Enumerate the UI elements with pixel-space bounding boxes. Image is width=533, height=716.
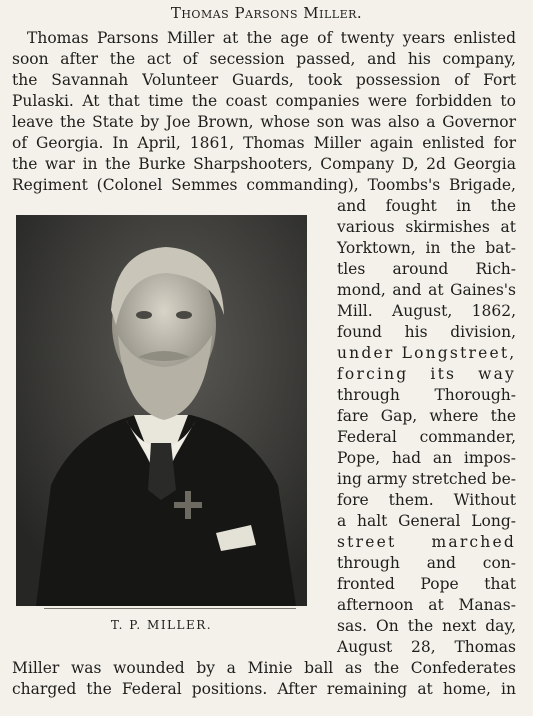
- page-heading: Thomas Parsons Miller.: [170, 4, 363, 22]
- text-line: under Longstreet,: [337, 344, 517, 362]
- text-line: ing army stretched be-: [337, 470, 516, 488]
- text-line: leave the State by Joe Brown, whose son was also a Governor: [12, 113, 516, 131]
- text-line: fore them. Without: [337, 491, 516, 509]
- text-line: charged the Federal positions. After remaining at home, in: [12, 680, 516, 698]
- text-line: afternoon at Manas-: [337, 596, 516, 614]
- text-line: Pope, had an impos-: [337, 449, 516, 467]
- text-line: soon after the act of secession passed, and his company,: [12, 50, 516, 68]
- text-line: of Georgia. In April, 1861, Thomas Miller again enlisted for: [12, 134, 516, 152]
- text-line: and fought in the: [337, 197, 516, 215]
- text-line: through and con-: [337, 554, 516, 572]
- text-line: Pulaski. At that time the coast companies were forbidden to: [12, 92, 516, 110]
- text-line: the war in the Burke Sharpshooters, Company D, 2d Georgia: [12, 155, 516, 173]
- text-line: Regiment (Colonel Semmes commanding), Toombs's Brigade,: [12, 176, 516, 194]
- text-line: the Savannah Volunteer Guards, took possession of Fort: [12, 71, 516, 89]
- text-line: fare Gap, where the: [337, 407, 516, 425]
- text-line: fronted Pope that: [337, 575, 516, 593]
- text-line: Thomas Parsons Miller at the age of twenty years enlisted: [27, 29, 516, 47]
- text-line: Mill. August, 1862,: [337, 302, 516, 320]
- text-line: August 28, Thomas: [337, 638, 516, 656]
- text-line: Miller was wounded by a Minie ball as the Confederates: [12, 659, 516, 677]
- text-line: tles around Rich-: [337, 260, 516, 278]
- text-line: mond, and at Gaines's: [337, 281, 516, 299]
- text-line: various skirmishes at: [337, 218, 516, 236]
- text-line: a halt General Long-: [337, 512, 516, 530]
- portrait-photo: [16, 215, 307, 606]
- photo-caption: T. P. MILLER.: [110, 618, 213, 632]
- text-line: Federal commander,: [337, 428, 516, 446]
- photo-divider: [44, 608, 296, 609]
- text-line: sas. On the next day,: [337, 617, 516, 635]
- text-line: Yorktown, in the bat-: [337, 239, 516, 257]
- text-line: forcing its way: [337, 365, 516, 383]
- text-line: through Thorough-: [337, 386, 516, 404]
- text-line: street marched: [337, 533, 516, 551]
- text-line: found his division,: [337, 323, 516, 341]
